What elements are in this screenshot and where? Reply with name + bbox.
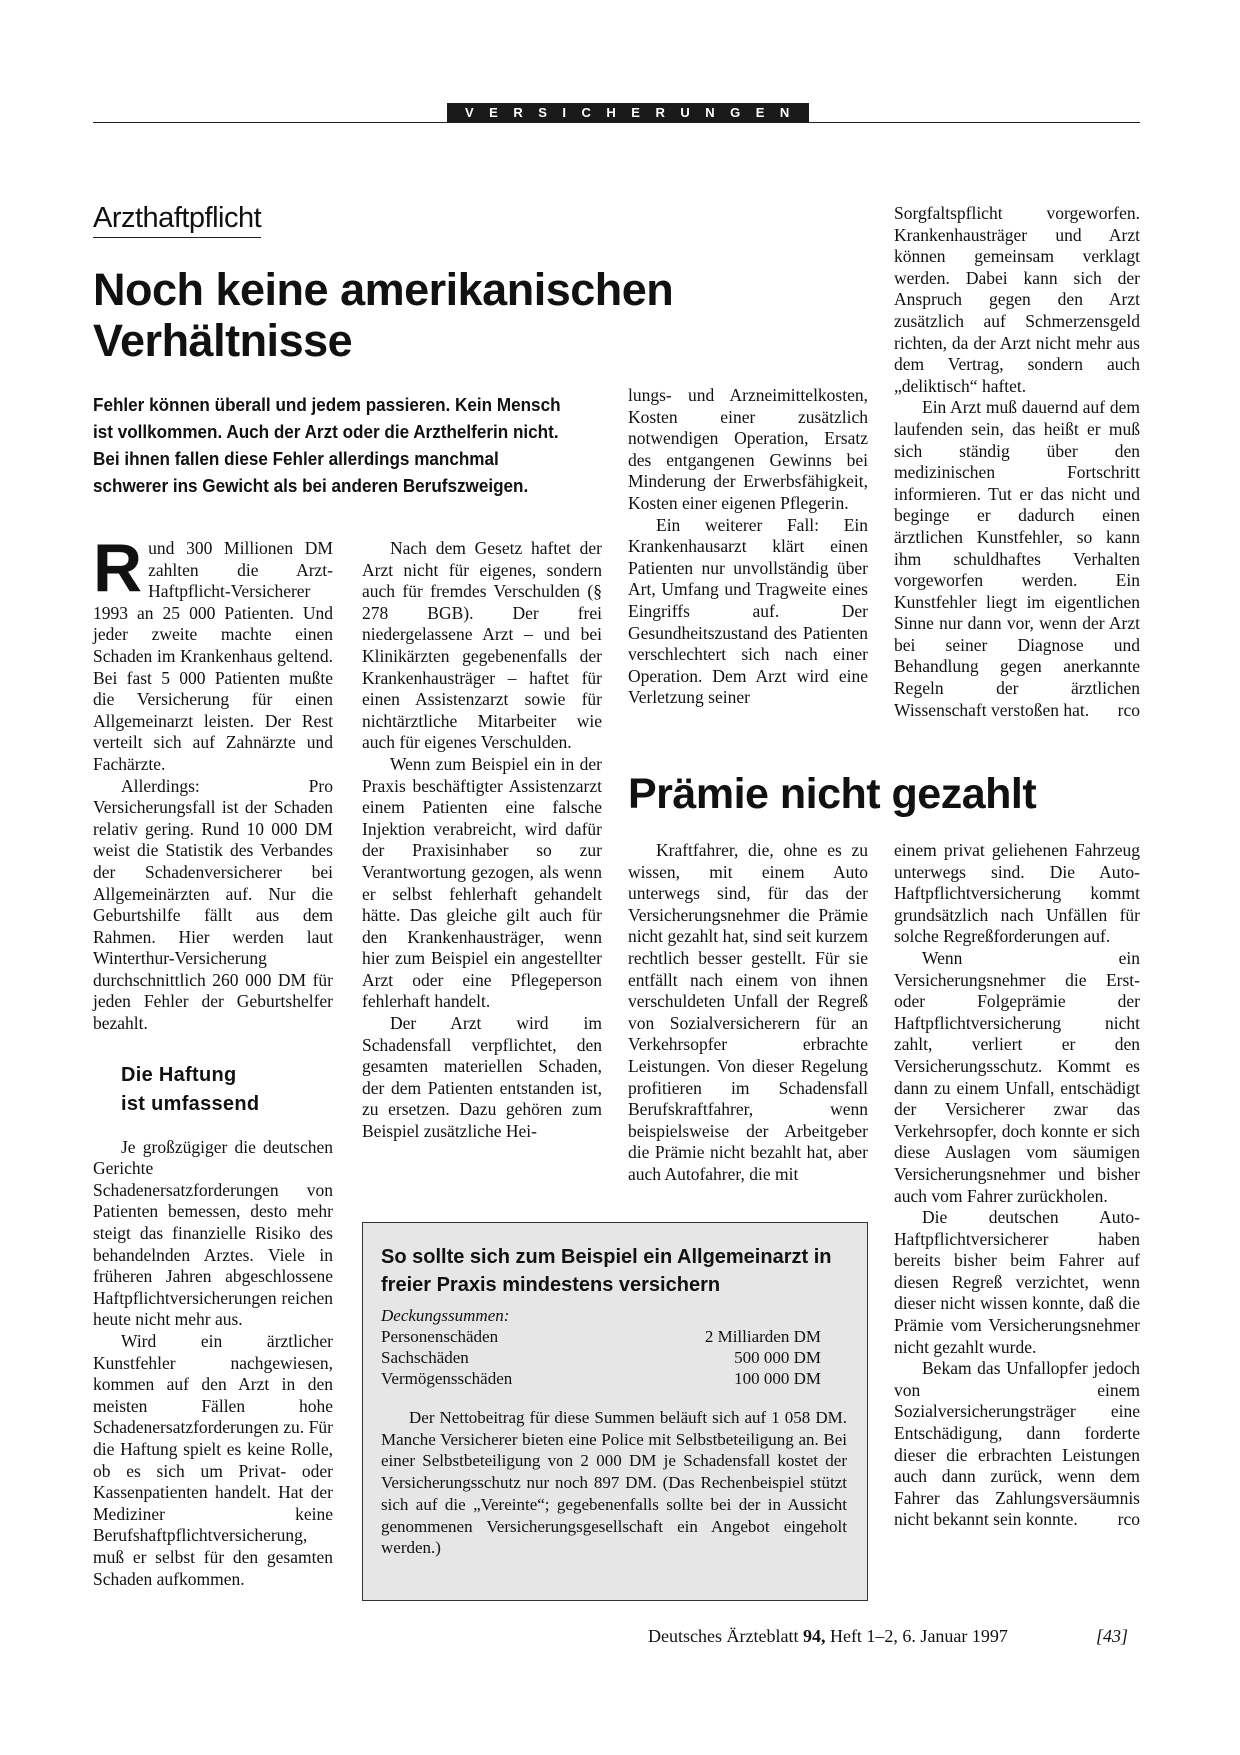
paragraph-5: Nach dem Gesetz haftet der Arzt nicht für eigenes, sondern auch für fremdes Verschulden (§ 278 BGB). Der frei niedergelassene Arzt – und bei Klinikärzten gegebenenfalls der Krankenhausträger – haftet für einen Assistenzarzt sowie für nichtärztliche Mitarbeiter wie auch für eigenes Verschulden. (362, 538, 602, 753)
paragraph-9-text: Ein Arzt muß dauernd auf dem laufenden sein, das heißt er muß sich ständig über den medizinischen Fortschritt informieren. Tut er das nicht und beginge er dadurch einen ärztlichen Kunstfehler, so kann ihm schuldhaftes Verhalten vorgeworfen werden. Ein Kunstfehler liegt im eigentlichen Sinne nur dann vor, wenn der Arzt bei seiner Diagnose und Behandlung gegen anerkannte Regeln der ärztlichen Wissenschaft verstoßen hat. (894, 397, 1140, 720)
article2-column-1 (628, 840, 868, 1186)
paragraph-1-text: und 300 Millionen DM zahlten die Arzt-Haftpflicht-Versicherer 1993 an 25 000 Patienten. Und jeder zweite machte einen Schaden im Krankenhaus geltend. Bei fast 5 000 Patienten mußte die Versicherung für einen Allgemeinarzt leisten. Der Rest verteilt sich auf Zahnärzte und Fachärzte. (93, 538, 333, 774)
author-signature: rco (1117, 699, 1140, 720)
info-box (362, 1222, 868, 1601)
coverage-row (381, 1347, 821, 1368)
paragraph-3: Je großzügiger die deutschen Gerichte Schadenersatzforderungen von Patienten bemessen, desto mehr steigt das finanzielle Risiko des behandelnden Arztes. Viele in früheren Jahren abgeschlossene Haftpflichtversicherungen reichen heute nicht mehr aus. (93, 1136, 333, 1330)
page-footer (648, 1625, 1008, 1647)
coverage-row (381, 1368, 821, 1389)
article2-paragraph-1b: einem privat geliehenen Fahrzeug unterwegs sind. Die Auto-Haftpflichtversicherung kommt grundsätzlich nach Unfällen für solche Regreßforderungen auf. (894, 840, 1140, 947)
info-box-title: So sollte sich zum Beispiel ein Allgemeinarzt in freier Praxis mindestens versichern (381, 1246, 832, 1296)
article-headline: Noch keine amerikanischen Verhältnisse (93, 264, 674, 366)
paragraph-6: Wenn zum Beispiel ein in der Praxis beschäftigter Assistenzarzt einem Patienten eine falsche Injektion verabreicht, wird dafür der Praxisinhaber so zur Verantwortung gezogen, als wenn er selbst fehlerhaft gehandelt hätte. Das gleiche gilt auch für den Krankenhausträger, wenn hier zum Beispiel ein angestellter Arzt oder eine Pflegeperson fehlerhaft handelt. (362, 753, 602, 1012)
article-lead: Fehler können überall und jedem passieren. Kein Mensch ist vollkommen. Auch der Arzt oder die Arzthelferin nicht. Bei ihnen fallen diese Fehler allerdings manchmal schwerer ins Gewicht als bei anderen Berufszweigen. (93, 395, 561, 496)
coverage-amount: 500 000 DM (734, 1348, 821, 1367)
journal-name: Deutsches Ärzteblatt (648, 1626, 799, 1646)
article-column-2 (362, 538, 602, 1143)
coverage-amount: 2 Milliarden DM (704, 1327, 821, 1346)
coverage-label: Deckungssummen: (381, 1306, 510, 1325)
article2-headline: Prämie nicht gezahlt (628, 770, 1037, 818)
info-box-text: Der Nettobeitrag für diese Summen beläuft sich auf 1 058 DM. Manche Versicherer bieten eine Police mit Selbstbeteiligung an. Bei einer Selbstbeteiligung von 2 000 DM je Schadensfall kostet der Versicherungsschutz nur noch 897 DM. (Das Rechenbeispiel stützt sich auf die „Vereinte“; gegebenenfalls sollte bei der in Aussicht genommenen Versicherungsgesellschaft ein Angebot eingeholt werden.) (381, 1408, 847, 1558)
article2-paragraph-4-text: Bekam das Unfallopfer jedoch von einem Sozialversicherungsträger eine Entschädigung, dann forderte dieser die erbrachten Leistungen auch dann zurück, wenn dem Fahrer das Zahlungsversäumnis nicht bekannt sein konnte. (894, 1358, 1140, 1530)
article2-paragraph-1a: Kraftfahrer, die, ohne es zu wissen, mit einem Auto unterwegs sind, für das der Versicherungsnehmer die Prämie nicht gezahlt hat, sind seit kurzem rechtlich besser gestellt. Für sie entfällt nach einem von ihnen verschuldeten Unfall der Regreß von Sozialversicherern für an Verkehrsopfer erbrachte Leistungen. Von dieser Regelung profitieren im Schadensfall Berufskraftfahrer, wenn beispielsweise der Arbeitgeber die Prämie nicht bezahlt hat, aber auch Autofahrer, die mit (628, 840, 868, 1184)
article2-paragraph-3: Die deutschen Auto-Haftpflichtversicherer haben bereits bisher beim Fahrer auf diesen Regreß verzichtet, wenn dieser nicht wissen konnte, daß die Prämie vom Versicherungsnehmer nicht gezahlt wurde. (894, 1207, 1140, 1357)
journal-issue: Heft 1–2, 6. Januar 1997 (829, 1626, 1008, 1646)
subheading-line-1: Die Haftung (121, 1063, 237, 1086)
coverage-amount: 100 000 DM (734, 1369, 821, 1388)
section-label: VERSICHERUNGEN (447, 103, 809, 123)
article2-paragraph-4 (894, 1358, 1140, 1531)
coverage-name: Vermögensschäden (381, 1369, 513, 1388)
paragraph-7a: Der Arzt wird im Schadensfall verpflichtet, den gesamten materiellen Schaden, der dem Patienten entstanden ist, zu ersetzen. Dazu gehören zum Beispiel zusätzliche Hei- (362, 1013, 602, 1142)
paragraph-1 (93, 530, 333, 776)
paragraph-4: Wird ein ärztlicher Kunstfehler nachgewiesen, kommen auf den Arzt in den meisten Fällen hohe Schadenersatzforderungen zu. Für die Haftung spielt es keine Rolle, ob es sich um Privat- oder Kassenpatienten handelt. Hat der Mediziner keine Berufshaftpflichtversicherung, muß er selbst für den gesamten Schaden aufkommen. (93, 1331, 333, 1589)
paragraph-2: Allerdings: Pro Versicherungsfall ist der Schaden relativ gering. Rund 10 000 DM weist die Statistik des Verbandes der Schadenversicherer bei Allgemeinärzten auf. Nur die Geburtshilfe fällt aus dem Rahmen. Hier werden laut Winterthur-Versicherung durchschnittlich 260 000 DM für jeden Fehler der Geburtshelfer bezahlt. (93, 775, 333, 1034)
paragraph-9 (894, 397, 1140, 721)
article2-column-2 (894, 840, 1140, 1531)
article-column-1 (93, 530, 333, 1590)
paragraph-7b: lungs- und Arzneimittelkosten, Kosten einer zusätzlich notwendigen Operation, Ersatz des entgangenen Gewinns bei Minderung der Erwerbsfähigkeit, Kosten einer eigenen Pflegerin. (628, 385, 868, 513)
subheading (121, 1061, 333, 1119)
coverage-name: Sachschäden (381, 1348, 469, 1367)
page-number: [43] (1096, 1626, 1129, 1646)
article-column-3 (628, 385, 868, 709)
drop-cap: R (93, 530, 143, 606)
article-column-4 (894, 203, 1140, 721)
paragraph-8b: Sorgfaltspflicht vorgeworfen. Krankenhausträger und Arzt können gemeinsam verklagt werden. Dabei kann sich der Anspruch gegen den Arzt zusätzlich auf Schmerzensgeld richten, da der Arzt nicht mehr aus dem Vertrag, sondern auch „deliktisch“ haftet. (894, 203, 1140, 396)
coverage-name: Personenschäden (381, 1327, 499, 1346)
article2-paragraph-2: Wenn ein Versicherungsnehmer die Erst- oder Folgeprämie der Haftpflichtversicherung nicht zahlt, verliert er den Versicherungsschutz. Kommt es dann zu einem Unfall, entschädigt der Versicherer zwar das Verkehrsopfer, doch konnte er sich diese Auslagen vom säumigen Versicherungsnehmer und bisher auch vom Fahrer zurückholen. (894, 947, 1140, 1206)
journal-volume: 94, (802, 1626, 826, 1646)
paragraph-8a: Ein weiterer Fall: Ein Krankenhausarzt klärt einen Patienten nur unvollständig über Art, Umfang und Tragweite eines Eingriffs auf. Der Gesundheitszustand des Patienten verschlechtert sich nach einer Operation. Dem Arzt wird eine Verletzung seiner (628, 514, 868, 708)
article-kicker: Arzthaftpflicht (93, 202, 261, 238)
coverage-row (381, 1326, 821, 1347)
subheading-line-2: ist umfassend (121, 1092, 260, 1115)
article2-signature: rco (1117, 1509, 1140, 1530)
